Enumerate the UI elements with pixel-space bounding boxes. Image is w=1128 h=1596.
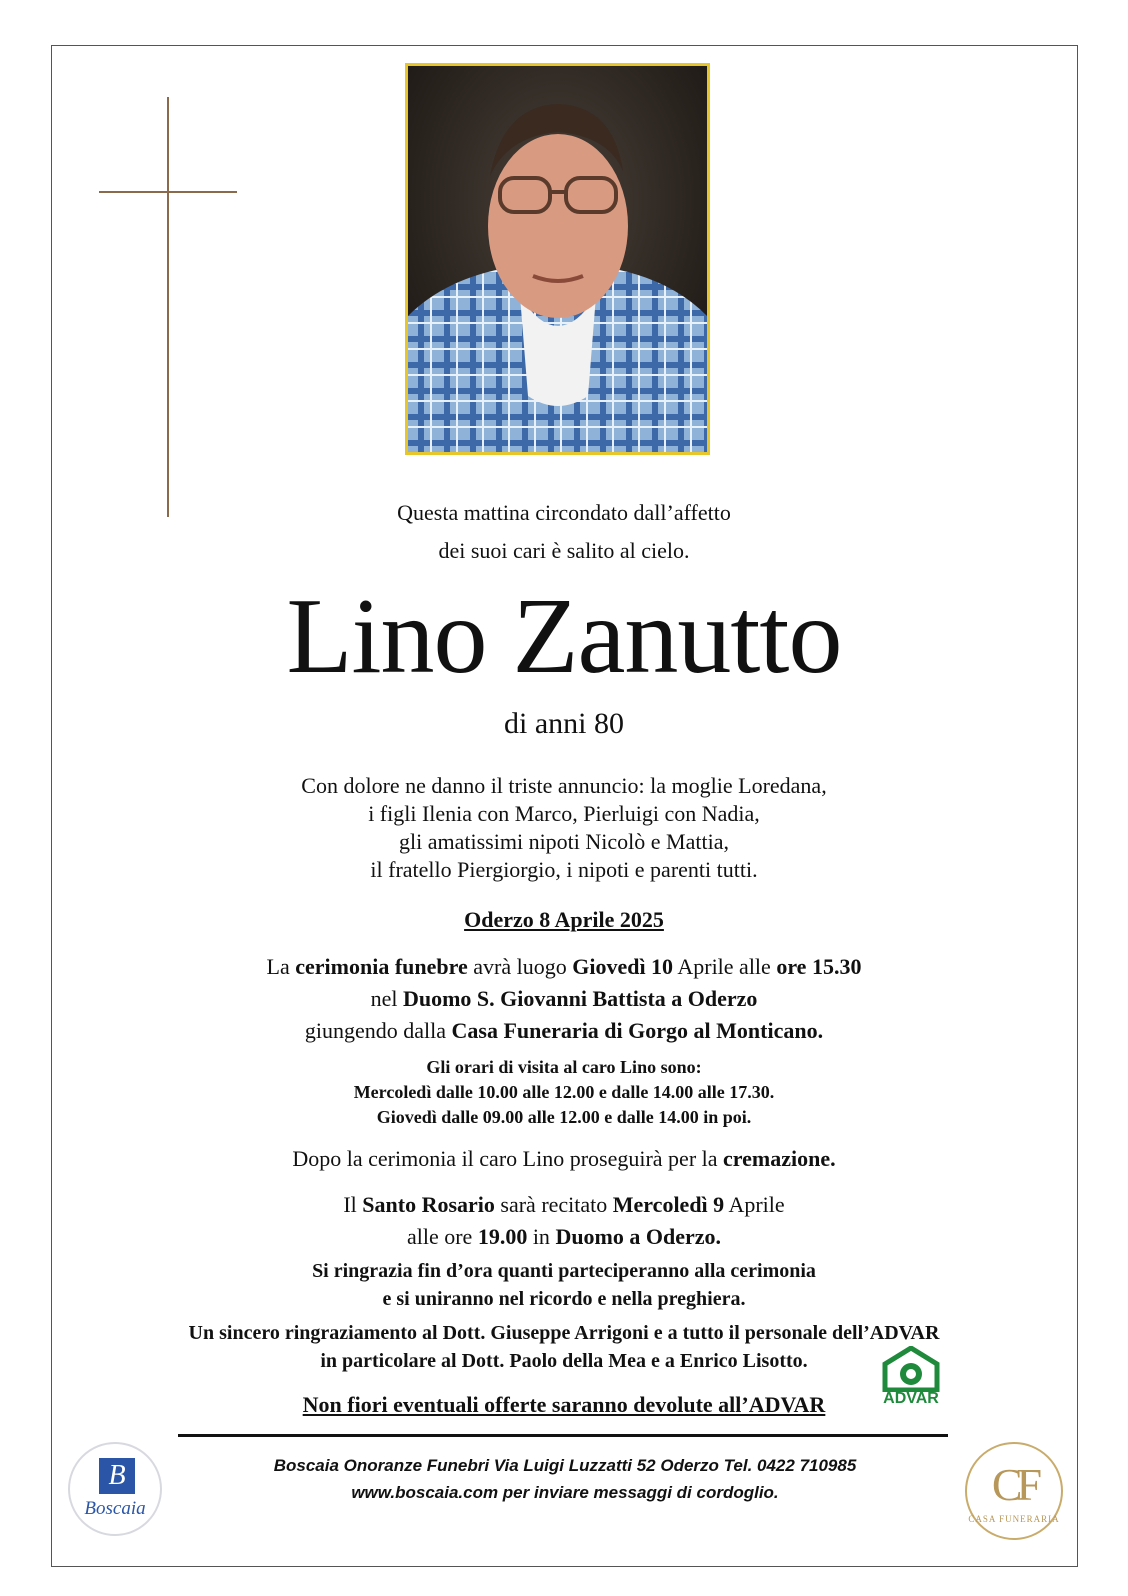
boscaia-logo-letter: B (99, 1458, 135, 1494)
intro-line: dei suoi cari è salito al cielo. (438, 538, 690, 563)
family-line: il fratello Piergiorgio, i nipoti e parenti tutti. (370, 857, 758, 882)
ceremony-line-2: nel Duomo S. Giovanni Battista a Oderzo (370, 986, 758, 1011)
thanks-advar (0, 1319, 1128, 1375)
boscaia-logo-text: Boscaia (84, 1498, 146, 1519)
visiting-hours (0, 1055, 1128, 1130)
thanks-line: Un sincero ringraziamento al Dott. Giuseppe Arrigoni e a tutto il personale dell’ADVAR (188, 1322, 940, 1344)
footer-divider (178, 1434, 948, 1437)
ceremony-line-3: giungendo dalla Casa Funeraria di Gorgo al Monticano. (304, 1018, 824, 1043)
no-flowers-note: Non fiori eventuali offerte saranno devolute all’ADVAR (302, 1392, 826, 1417)
casa-funeraria-logo (965, 1442, 1063, 1540)
portrait-photo (405, 63, 710, 455)
thanks-line: in particolare al Dott. Paolo della Mea e a Enrico Lisotto. (320, 1350, 808, 1372)
visits-line: Giovedì dalle 09.00 alle 12.00 e dalle 14.00 in poi. (376, 1107, 752, 1127)
intro-line: Questa mattina circondato dall’affetto (397, 500, 731, 525)
footer-address: Boscaia Onoranze Funebri Via Luigi Luzzatti 52 Oderzo Tel. 0422 710985 (273, 1456, 857, 1475)
boscaia-logo (68, 1442, 162, 1536)
deceased-name: Lino Zanutto (286, 577, 842, 696)
thanks-line: e si uniranno nel ricordo e nella preghiera. (382, 1288, 746, 1310)
family-line: gli amatissimi nipoti Nicolò e Mattia, (399, 829, 729, 854)
cremation-note: Dopo la cerimonia il caro Lino proseguirà per la cremazione. (292, 1146, 836, 1171)
advar-emblem-icon (879, 1346, 943, 1392)
visits-line: Mercoledì dalle 10.00 alle 12.00 e dalle 14.00 alle 17.30. (353, 1082, 775, 1102)
thanks-line: Si ringrazia fin d’ora quanti parteciperanno alla cerimonia (312, 1260, 816, 1282)
cf-monogram: CF (991, 1459, 1037, 1510)
advar-logo (879, 1346, 943, 1408)
cf-subtitle: CASA FUNERARIA (968, 1514, 1060, 1524)
dateline: Oderzo 8 Aprile 2025 (464, 907, 664, 932)
family-announcement (0, 772, 1128, 884)
deceased-age: di anni 80 (504, 707, 624, 740)
cross-icon (167, 97, 169, 517)
ceremony-line-1: La cerimonia funebre avrà luogo Giovedì 10 Aprile alle ore 15.30 (266, 954, 862, 979)
rosary-info (0, 1189, 1128, 1253)
ceremony-info (0, 951, 1128, 1047)
visits-line: Gli orari di visita al caro Lino sono: (426, 1057, 702, 1077)
advar-logo-text: ADVAR (883, 1390, 939, 1407)
cross-icon-bar (99, 191, 237, 193)
rosary-line-1: Il Santo Rosario sarà recitato Mercoledì 9 Aprile (343, 1192, 785, 1217)
family-line: Con dolore ne danno il triste annuncio: la moglie Loredana, (301, 773, 827, 798)
portrait-illustration (408, 66, 707, 452)
family-line: i figli Ilenia con Marco, Pierluigi con Nadia, (368, 801, 760, 826)
thanks-attendees (0, 1257, 1128, 1313)
intro-text (0, 494, 1128, 570)
rosary-line-2: alle ore 19.00 in Duomo a Oderzo. (406, 1224, 722, 1249)
footer-contact (150, 1452, 980, 1506)
footer-website[interactable]: www.boscaia.com per inviare messaggi di cordoglio. (351, 1483, 779, 1502)
